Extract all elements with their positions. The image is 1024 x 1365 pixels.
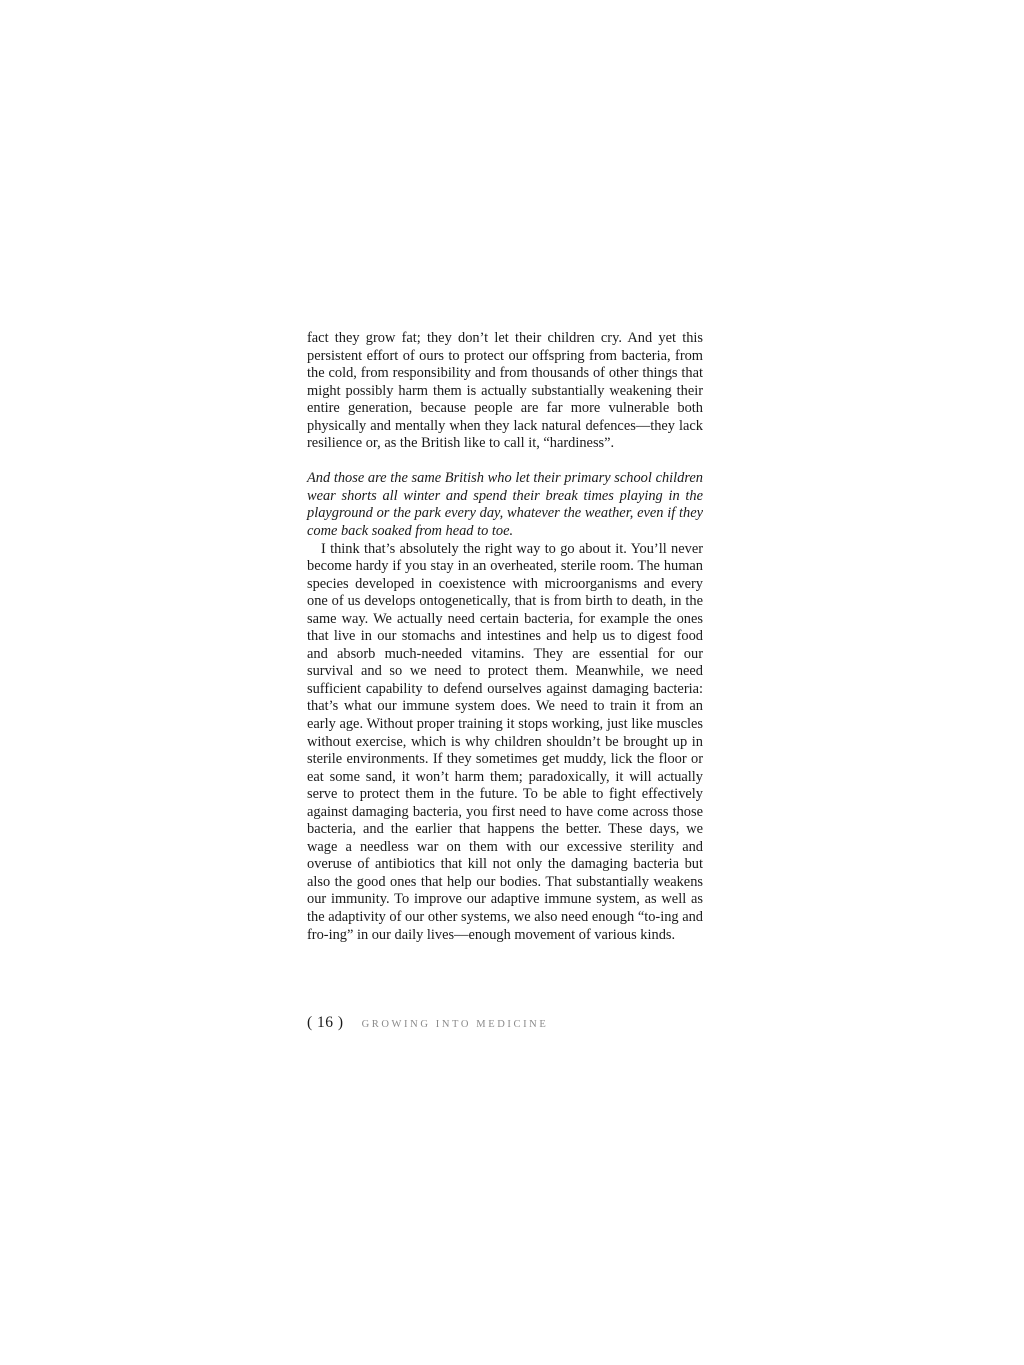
- page-footer: [307, 1014, 548, 1032]
- page-number: ( 16 ): [307, 1014, 344, 1031]
- running-title: GROWING INTO MEDICINE: [361, 1019, 549, 1030]
- page-body: [307, 330, 703, 944]
- body-paragraph: fact they grow fat; they don’t let their children cry. And yet this persistent effort of ours to protect our offspring from bacteria, from the cold, from responsibility and from thousands of other things that might possibly harm them is actually substantially weakening their entire generation, because people are far more vulnerable both physically and mentally when they lack natural defences—they lack resilience or, as the British like to call it, “hardiness”.: [307, 330, 703, 452]
- interview-question: And those are the same British who let their primary school children wear shorts all winter and spend their break times playing in the playground or the park every day, whatever the weather, even if they come back soaked from head to toe.: [307, 470, 703, 539]
- interview-answer: I think that’s absolutely the right way to go about it. You’ll never become hardy if you stay in an overheated, sterile room. The human species developed in coexistence with microorganisms and every one of us develops ontogenetically, that is from birth to death, in the same way. We actually need certain bacteria, for example the ones that live in our stomachs and intestines and help us to digest food and absorb much-needed vitamins. They are essential for our survival and so we need to protect them. Meanwhile, we need sufficient capability to defend ourselves against damaging bacteria: that’s what our immune system does. We need to train it from an early age. Without proper training it stops working, just like muscles without exercise, which is why children shouldn’t be brought up in sterile environments. If they sometimes get muddy, lick the floor or eat some sand, it won’t harm them; paradoxically, it will actually serve to protect them in the future. To be able to fight effectively against damaging bacteria, you first need to have come across those bacteria, and the earlier that happens the better. These days, we wage a needless war on them with our excessive sterility and overuse of antibiotics that kill not only the damaging bacteria but also the good ones that help our bodies. That substantially weakens our immunity. To improve our adaptive immune system, as well as the adaptivity of our other systems, we also need enough “to-ing and fro-ing” in our daily lives—enough movement of various kinds.: [307, 540, 703, 943]
